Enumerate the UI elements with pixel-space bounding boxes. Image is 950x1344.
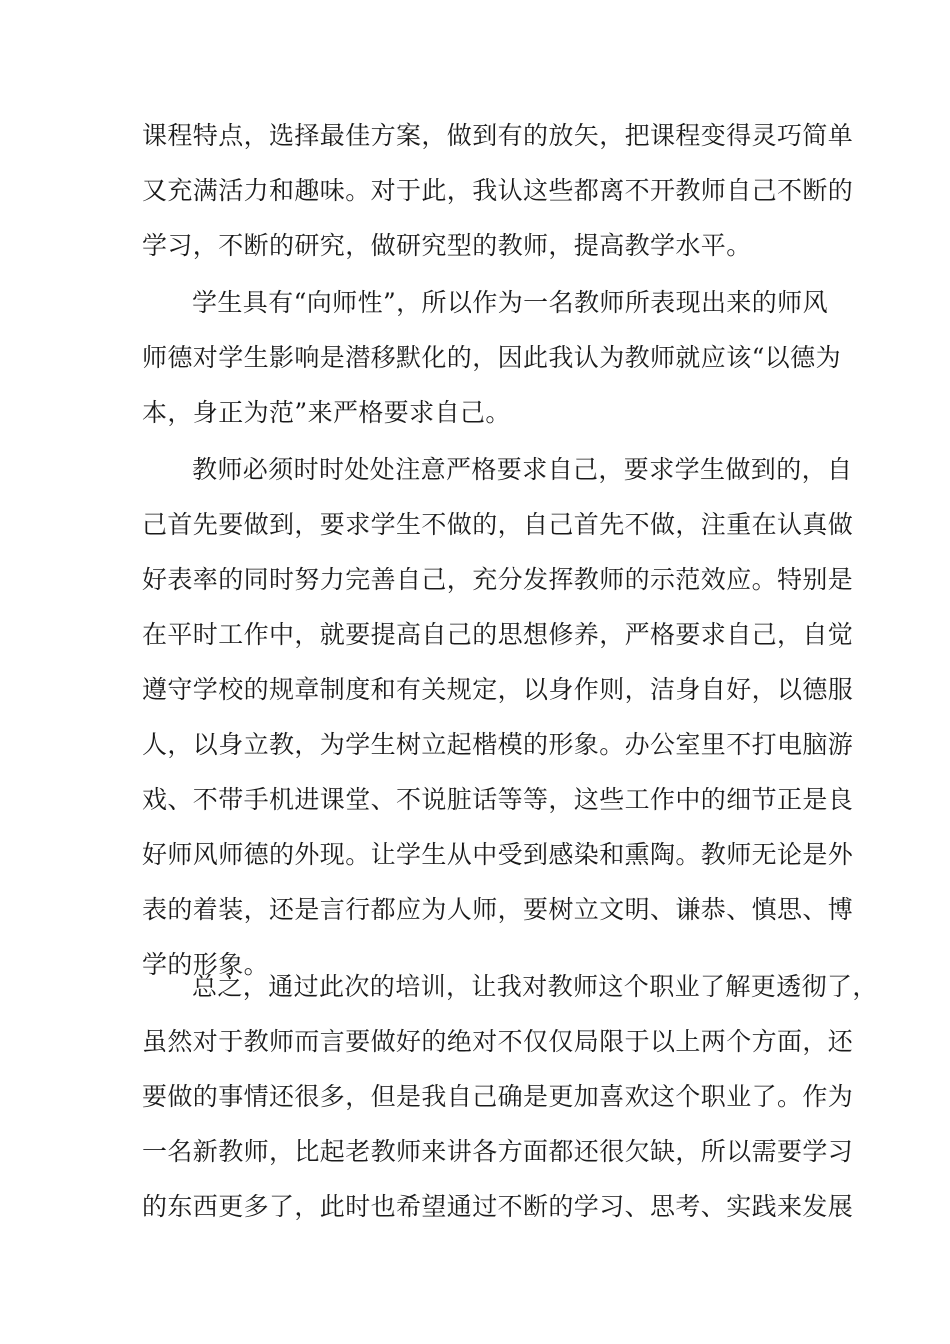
text-line: 己首先要做到，要求学生不做的，自己首先不做，注重在认真做 xyxy=(142,510,854,539)
text-line: 教师必须时时处处注意严格要求自己，要求学生做到的，自 xyxy=(192,455,853,484)
text-line: 课程特点，选择最佳方案，做到有的放矢，把课程变得灵巧简单 xyxy=(142,121,854,150)
text-line: 学生具有“向师性”，所以作为一名教师所表现出来的师风 xyxy=(192,288,828,317)
text-line: 人，以身立教，为学生树立起楷模的形象。办公室里不打电脑游 xyxy=(142,730,854,759)
text-line: 师德对学生影响是潜移默化的，因此我认为教师就应该“以德为 xyxy=(142,343,841,372)
text-line: 又充满活力和趣味。对于此，我认这些都离不开教师自己不断的 xyxy=(142,176,854,205)
text-line: 戏、不带手机进课堂、不说脏话等等，这些工作中的细节正是良 xyxy=(142,785,854,814)
text-line: 本，身正为范”来严格要求自己。 xyxy=(142,398,511,427)
text-line: 虽然对于教师而言要做好的绝对不仅仅局限于以上两个方面，还 xyxy=(142,1027,854,1056)
text-line: 的东西更多了，此时也希望通过不断的学习、思考、实践来发展 xyxy=(142,1192,854,1221)
text-line: 学习，不断的研究，做研究型的教师，提高教学水平。 xyxy=(142,231,752,260)
text-line: 表的着装，还是言行都应为人师，要树立文明、谦恭、慎思、博 xyxy=(142,895,854,924)
text-line: 遵守学校的规章制度和有关规定，以身作则，洁身自好，以德服 xyxy=(142,675,854,704)
text-line: 总之，通过此次的培训，让我对教师这个职业了解更透彻了， xyxy=(192,972,878,1001)
text-line: 一名新教师，比起老教师来讲各方面都还很欠缺，所以需要学习 xyxy=(142,1137,854,1166)
text-line: 学的形象。 xyxy=(142,950,270,979)
text-line: 要做的事情还很多，但是我自己确是更加喜欢这个职业了。作为 xyxy=(142,1082,854,1111)
text-line: 好师风师德的外现。让学生从中受到感染和熏陶。教师无论是外 xyxy=(142,840,854,869)
text-line: 在平时工作中，就要提高自己的思想修养，严格要求自己，自觉 xyxy=(142,620,854,649)
text-line: 好表率的同时努力完善自己，充分发挥教师的示范效应。特别是 xyxy=(142,565,854,594)
